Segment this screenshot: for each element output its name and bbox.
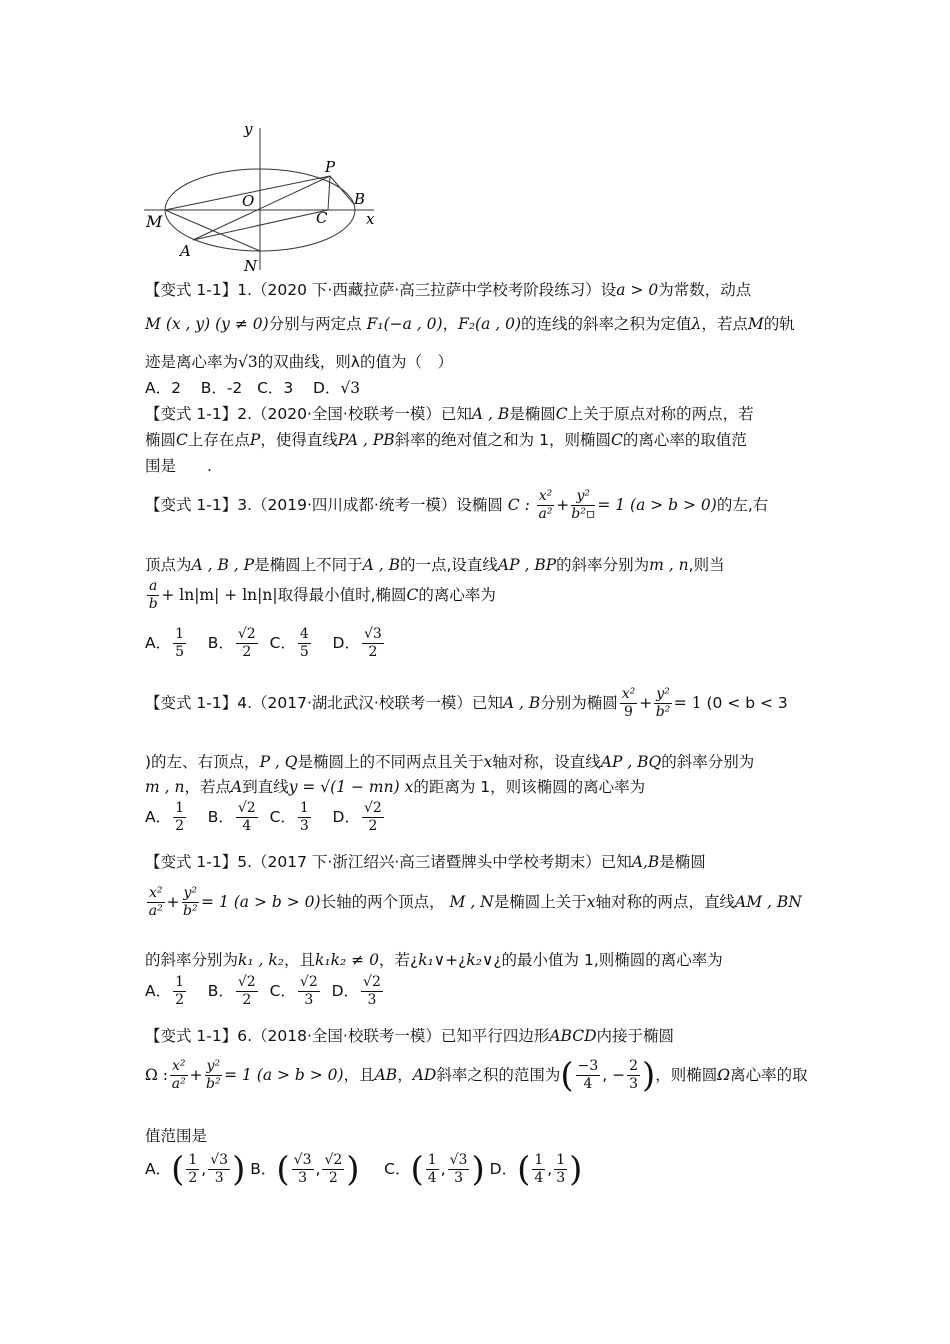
label-y: y [244,120,253,138]
q4-line2: )的左、右顶点，P , Q是椭圆上的不同两点且关于x轴对称，设直线AP , BQ的斜率分别为 [145,753,755,771]
q6-options: A．( $\frac{1}{2}$ , $\frac{√3}{3}$ ) B．( $\frac{√3}{3}$ , $\frac{√2}{2}$ ) C．( $\frac{1}{4}$ , $\frac{√3}{3}$ ) D．( $\frac{1}{4}$ , $\frac{1}{3}$ ) [145,1149,583,1190]
q2-line2: 椭圆C上存在点P，使得直线PA , PB斜率的绝对值之和为 1，则椭圆C的离心率的取值范 [145,431,747,449]
q3-line2: 顶点为A , B , P是椭圆上不同于A , B的一点,设直线AP , BP的斜率分别为m , n,则当 [145,556,725,574]
q6-line1: 【变式 1-1】6.（2018·全国·校联考一模）已知平行四边形ABCD内接于椭圆 [145,1027,675,1045]
q1-options: A．2 B．-2 C．3 D．√3 [145,379,361,397]
q5-options: A． $\frac{1}{2}$ B． $\frac{√2}{2}$ C． $\frac{√2}{3}$ D． $\frac{√2}{3}$ [145,974,381,1008]
q4-options: A． $\frac{1}{2}$ B． $\frac{√2}{4}$ C． $\frac{1}{3}$ D． $\frac{√2}{2}$ [145,800,382,834]
q2-line3: 围是 . [145,457,212,475]
label-N: N [244,257,258,275]
segment-PB [330,176,353,203]
q4-line1: 【变式 1-1】4.（2017·湖北武汉·校联考一模）已知A , B分别为椭圆 $\frac{\text{x²}}{9}$ + $\frac{\text{y²}}{\text{b²}}$ = 1 (0 < b < 3 [145,686,788,720]
q1-line2: M (x , y) (y ≠ 0)分别与两定点 F₁(−a , 0)，F₂(a , 0)的连线的斜率之积为定值λ，若点M的轨 [145,315,795,333]
q4-line3: m , n，若点A到直线y = √(1 − mn) x的距离为 1，则该椭圆的离心率为 [145,778,646,796]
q5-line2: $\frac{\text{x²}}{\text{a²}}$ + $\frac{\text{y²}}{\text{b²}}$ = 1 (a > b > 0)长轴的两个顶点， M , N是椭圆上关于x轴对称的两点，直线AM , BN [148,885,802,919]
label-O: O [242,192,255,210]
q6-line2: Ω : $\frac{\text{x²}}{\text{a²}}$ + $\frac{\text{y²}}{\text{b²}}$ = 1 (a > b > 0)，且AB，AD斜率之积的范围为( $\frac{-3}{4}$ , − $\frac{2}{3}$ )，则椭圆Ω离心率的取 [145,1055,808,1096]
label-A: A [180,242,191,260]
q5-line3: 的斜率分别为k₁ , k₂，且k₁k₂ ≠ 0，若¿k₁∨+¿k₂∨¿的最小值为 1,则椭圆的离心率为 [145,951,723,969]
q3-options: A． $\frac{1}{5}$ B． $\frac{√2}{2}$ C． $\frac{4}{5}$ D． $\frac{√3}{2}$ [145,626,382,660]
label-C: C [316,209,328,227]
q6-line3: 值范围是 [145,1127,208,1145]
q3-line3: $\frac{a}{b}$ + ln|m| + ln|n|取得最小值时,椭圆C的离心率为 [148,578,496,612]
q1-line1: 【变式 1-1】1.（2020 下·西藏拉萨·高三拉萨中学校考阶段练习）设a > 0为常数，动点 [145,281,752,299]
q1-line3: 迹是离心率为√3的双曲线，则λ的值为（ ） [145,353,453,371]
q5-line1: 【变式 1-1】5.（2017 下·浙江绍兴·高三诸暨牌头中学校考期末）已知A,B是椭圆 [145,853,706,871]
label-x: x [366,210,375,228]
label-B: B [354,190,366,208]
q2-line1: 【变式 1-1】2.（2020·全国·校联考一模）已知A , B是椭圆C上关于原点对称的两点，若 [145,405,754,423]
label-M: M [146,212,163,231]
segment-AP [193,176,330,240]
ellipse-figure [138,118,388,278]
label-P: P [325,158,336,176]
q3-line1: 【变式 1-1】3.（2019·四川成都·统考一模）设椭圆 C : $\frac{\text{x²}}{\text{a²}}$ + $\frac{\text{y²}}{\text{b²▫}}$ = 1 (a > b > 0)的左,右 [145,488,769,522]
